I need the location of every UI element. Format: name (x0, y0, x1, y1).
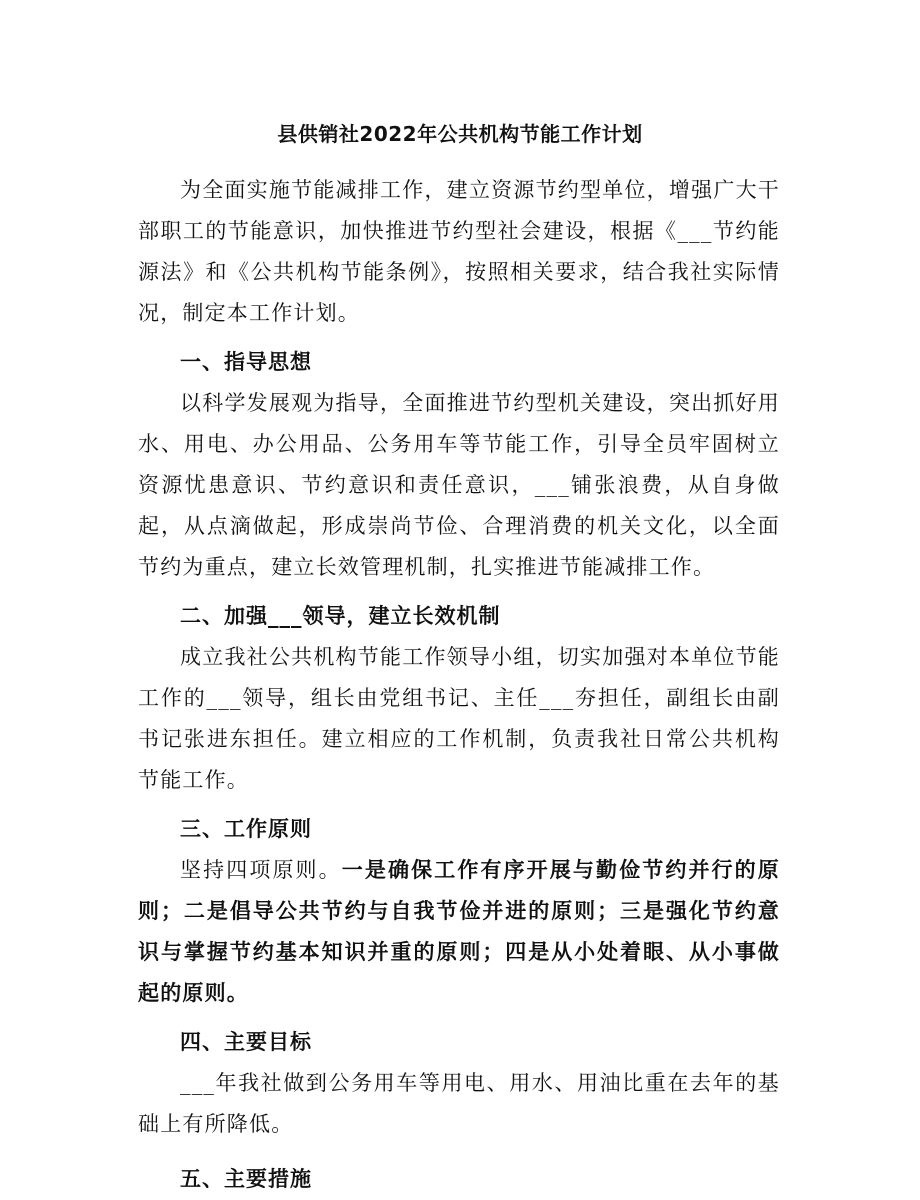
section-text-guiding-ideology: 以科学发展观为指导，全面推进节约型机关建设，突出抓好用水、用电、办公用品、公务用车等节能工作，引导全员牢固树立资源忧患意识、节约意识和责任意识，___铺张浪费，从自身做起，从点滴做起，形成崇尚节俭、合理消费的机关文化，以全面节约为重点，建立长效管理机制，扎实推进节能减排工作。 (138, 391, 780, 579)
section-heading-leadership: 二、加强___领导，建立长效机制 (180, 604, 501, 628)
intro-paragraph: 为全面实施节能减排工作，建立资源节约型单位，增强广大干部职工的节能意识，加快推进节约型社会建设，根据《___节约能源法》和《公共机构节能条例》，按照相关要求，结合我社实际情况，制定本工作计划。 (138, 178, 780, 325)
document-body (138, 170, 780, 1200)
document-title: 县供销社2022年公共机构节能工作计划 (277, 122, 643, 146)
section-heading-principles: 三、工作原则 (180, 817, 312, 841)
section-text-principles (138, 850, 780, 1014)
section-text-main-goals: ___年我社做到公务用车等用电、用水、用油比重在去年的基础上有所降低。 (138, 1071, 780, 1136)
section-heading-main-goals: 四、主要目标 (180, 1030, 312, 1054)
section-text-leadership: 成立我社公共机构节能工作领导小组，切实加强对本单位节能工作的___领导，组长由党组书记、主任___夯担任，副组长由副书记张进东担任。建立相应的工作机制，负责我社日常公共机构节能工作。 (138, 645, 780, 792)
section-heading-guiding-ideology: 一、指导思想 (180, 350, 312, 374)
principles-bold-text: 一是确保工作有序开展与勤俭节约并行的原则；二是倡导公共节约与自我节俭并进的原则；三是强化节约意识与掌握节约基本知识并重的原则；四是从小处着眼、从小事做起的原则。 (138, 858, 780, 1005)
section-heading-main-measures: 五、主要措施 (180, 1167, 312, 1191)
principles-lead-text: 坚持四项原则。 (180, 858, 342, 882)
